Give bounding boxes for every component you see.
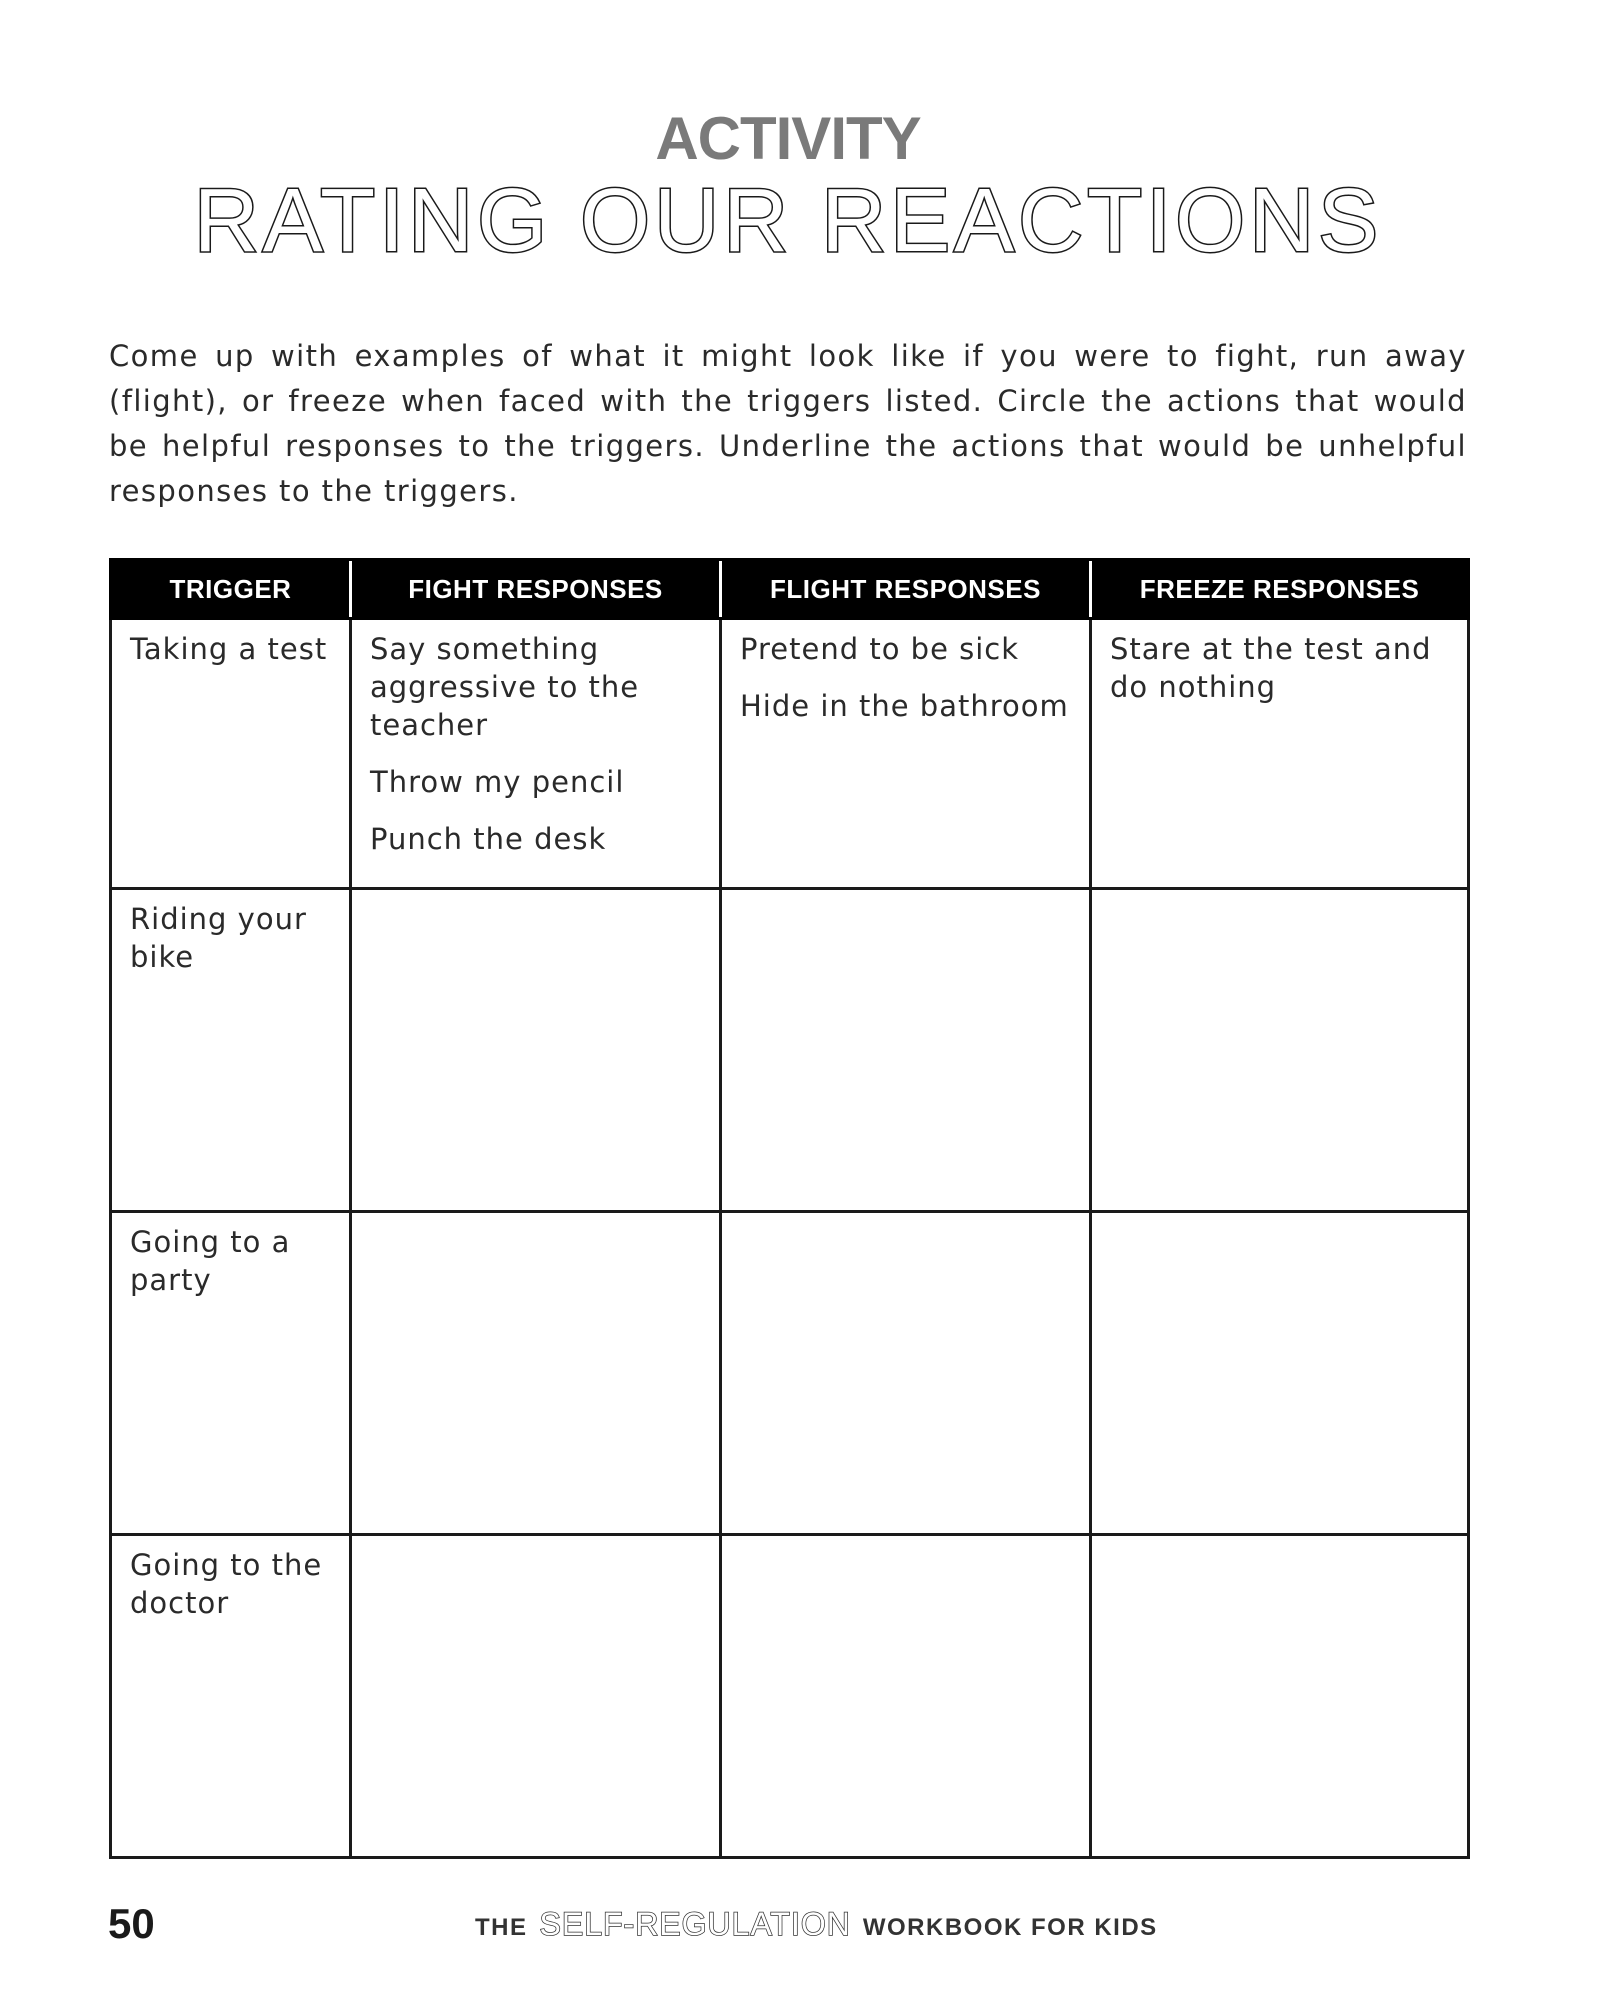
trigger-cell [111,889,351,1212]
freeze-response-cell[interactable] [1091,1535,1469,1858]
trigger-cell [111,619,351,889]
trigger-cell [111,1212,351,1535]
trigger-text: Going to the doctor [130,1548,323,1620]
page-number: 50 [108,1900,155,1947]
fight-response-cell[interactable] [351,889,721,1212]
table-header-row [111,560,1469,619]
trigger-text: Taking a test [130,632,328,666]
page-title: RATING OUR REACTIONS [193,171,1383,271]
activity-label: ACTIVITY [655,105,921,172]
response-item: Pretend to be sick [740,632,1020,666]
running-footer [475,1906,1158,1943]
freeze-response-cell[interactable] [1091,619,1469,889]
response-item: Throw my pencil [370,765,625,799]
footer-book-emphasis: SELF-REGULATION [539,1906,851,1942]
flight-response-cell[interactable] [721,1535,1091,1858]
footer-suffix: WORKBOOK FOR KIDS [862,1914,1158,1941]
column-header-fight: FIGHT RESPONSES [351,560,721,619]
trigger-text: Going to a party [130,1225,291,1297]
footer-prefix: THE [475,1914,528,1941]
flight-response-cell[interactable] [721,1212,1091,1535]
column-header-trigger: TRIGGER [111,560,351,619]
column-header-freeze: FREEZE RESPONSES [1091,560,1469,619]
flight-response-cell[interactable] [721,889,1091,1212]
freeze-response-cell[interactable] [1091,889,1469,1212]
trigger-text: Riding your bike [130,902,307,974]
response-item: Punch the desk [370,822,607,856]
response-item: Stare at the test and do nothing [1110,632,1432,704]
reactions-table [109,558,1470,1859]
fight-response-cell[interactable] [351,619,721,889]
table-row [111,1212,1469,1535]
response-item: Say something aggressive to the teacher [370,632,640,742]
fight-response-cell[interactable] [351,1535,721,1858]
column-header-flight: FLIGHT RESPONSES [721,560,1091,619]
table-row [111,889,1469,1212]
table-row [111,1535,1469,1858]
fight-response-cell[interactable] [351,1212,721,1535]
table-row [111,619,1469,889]
flight-response-cell[interactable] [721,619,1091,889]
freeze-response-cell[interactable] [1091,1212,1469,1535]
response-item: Hide in the bathroom [740,689,1069,723]
trigger-cell [111,1535,351,1858]
instructions-paragraph: Come up with examples of what it might look like if you were to fight, run away (flight), or freeze when faced with the triggers listed. Circle the actions that would be helpful responses to the triggers. Underline the actions that would be unhelpful responses to the triggers. [109,339,1467,508]
